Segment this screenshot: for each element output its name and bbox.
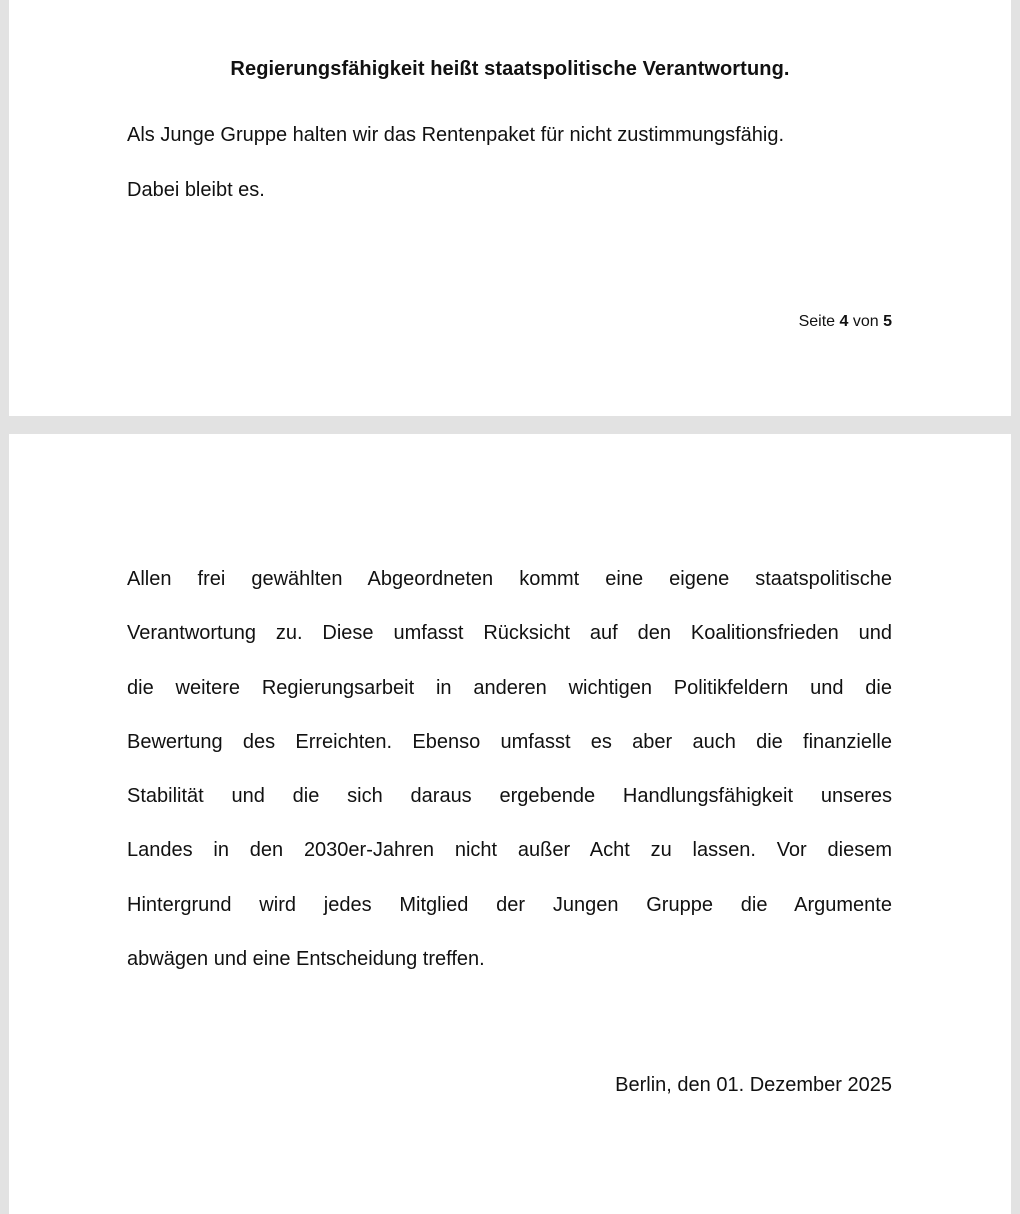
of-label: von [852, 313, 879, 330]
current-page-number: 4 [839, 313, 849, 330]
paragraph-line: Bewertung des Erreichten. Ebenso umfasst es aber auch die finanzielle [127, 730, 892, 753]
page-heading: Regierungsfähigkeit heißt staatspolitische Verantwortung. [230, 58, 790, 80]
place-date-signoff: Berlin, den 01. Dezember 2025 [615, 1074, 892, 1096]
body-line-2: Dabei bleibt es. [127, 179, 265, 201]
paragraph-line: Hintergrund wird jedes Mitglied der Jungen Gruppe die Argumente [127, 893, 892, 916]
paragraph-line: Landes in den 2030er-Jahren nicht außer Acht zu lassen. Vor diesem [127, 839, 892, 862]
paragraph-line: Stabilität und die sich daraus ergebende Handlungsfähigkeit unseres [127, 785, 892, 808]
page-number-footer [799, 313, 892, 331]
body-paragraph [127, 552, 892, 986]
document-page-4 [9, 0, 1011, 416]
total-page-number: 5 [883, 313, 892, 330]
body-line-1: Als Junge Gruppe halten wir das Rentenpaket für nicht zustimmungsfähig. [127, 124, 785, 146]
page-label: Seite [798, 313, 836, 330]
paragraph-line: abwägen und eine Entscheidung treffen. [127, 948, 485, 971]
document-page-5 [9, 434, 1011, 1214]
paragraph-line: Allen frei gewählten Abgeordneten kommt eine eigene staatspolitische [127, 568, 892, 590]
paragraph-line: Verantwortung zu. Diese umfasst Rücksicht auf den Koalitionsfrieden und [127, 622, 892, 645]
paragraph-line: die weitere Regierungsarbeit in anderen wichtigen Politikfeldern und die [127, 676, 892, 699]
